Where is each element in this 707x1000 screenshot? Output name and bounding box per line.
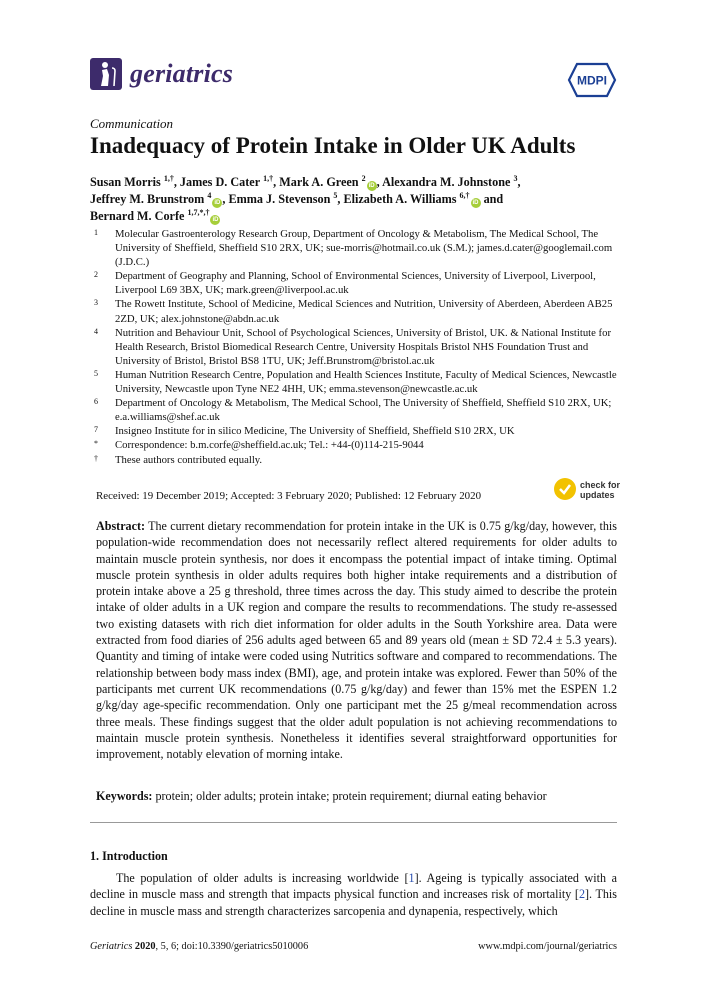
affiliation: 7 Insigneo Institute for in silico Medicine, The University of Sheffield, Sheffield S10 2RX, UK xyxy=(94,425,515,438)
article-title: Inadequacy of Protein Intake in Older UK Adults xyxy=(90,133,576,158)
section-heading: 1. Introduction xyxy=(90,849,168,863)
author[interactable]: Emma J. Stevenson $^5$ xyxy=(228,191,338,206)
orcid-icon[interactable]: iD xyxy=(212,217,219,223)
author-list: Susan Morris $^{1,\dagger}$, James D. Cater $^{1,\dagger}$, Mark A. Green $^2$iD , Alexandra M. Johnstone $^3$, Jeffrey M. Brunstrom $^4$iD , Emma J. Stevenson $^5$, Elizabeth A. Williams $^{6,\dagger}$iD and Bernard M. Corfe $^{1,7,*,\dagger}$iD xyxy=(90,174,521,223)
correspondence: * Correspondence: b.m.corfe@sheffield.ac.uk; Tel.: +44-(0)114-215-9044 xyxy=(94,439,424,452)
affiliation: 2 Department of Geography and Planning, School of Environmental Sciences, University of Liverpool, Liverpool, Liverpool L69 3BX, UK; mark.green@liverpool.ac.uk xyxy=(94,270,596,297)
affiliation: 5 Human Nutrition Research Centre, Population and Health Sciences Institute, Faculty of Medical Sciences, Newcastle University, Newcastle upon Tyne NE2 4HH, UK; emma.stevenson@newcastle.ac.uk xyxy=(94,368,617,396)
abstract-text: The current dietary recommendation for protein intake in the UK is 0.75 g/kg/day, however, this population-wide recommendation does not necessarily reflect altered requirements for older adults to maintain muscle protein synthesis, nor does it encompass the potential impact of intake timing. Optimal muscle protein synthesis in older adults requires both higher intake requirements and a distribution of protein intake above a 25 g threshold, three times across the day. This study aimed to describe the protein intake of older adults in a UK region and compare the results to recommendations. The study re-assessed two existing datasets with rich diet information for older adults in the South Yorkshire area. Data were extracted from food diaries of 256 adults aged between 65 and 89 years old (mean ± SD 72.4 ± 5.3 years). Quantity and timing of intake were coded using Nutritics software and compared to recommendations. The relationship between body mass index (BMI), age, and protein intake was explored. Fewer than 50% of the participants met current UK recommendations (0.75 g/kg/day) and fewer than 15% met the ESPEN 1.2 g/kg/day age-specific recommendation. Only one participant met the 25 g/meal recommendation across three meals. These findings suggest that the older adult population is not achieving recommendations to maintain muscle protein synthesis. Nonetheless it identifies several straightforward opportunities for improvement, notably elevation of morning intake. xyxy=(96,519,617,762)
footer-url[interactable]: www.mdpi.com/journal/geriatrics xyxy=(478,941,617,952)
check-updates-label: check for updates xyxy=(580,480,621,500)
equal-contribution-note: † These authors contributed equally. xyxy=(94,453,263,466)
journal-name: geriatrics xyxy=(130,59,234,88)
keywords-text: protein; older adults; protein intake; protein requirement; diurnal eating behavior xyxy=(155,789,547,803)
orcid-icon[interactable]: iD xyxy=(368,183,375,189)
affiliation-list xyxy=(94,227,624,467)
author[interactable]: Bernard M. Corfe $^{1,7,*,\dagger}$iD xyxy=(90,208,219,223)
author[interactable]: Jeffrey M. Brunstrom $^4$iD xyxy=(90,191,221,206)
citation-link[interactable]: 1 xyxy=(408,871,415,885)
affiliation: 4 Nutrition and Behaviour Unit, School of Psychological Sciences, University of Bristol, UK. & National Institute for Health Research, Bristol Biomedical Research Centre, University Hospitals Bristol NHS Foundation Trust and University of Bristol, Bristol BS8 1TU, UK; Jeff.Brunstrom@bristol.ac.uk xyxy=(94,326,612,367)
keywords-label: Keywords: xyxy=(96,789,153,803)
author[interactable]: Susan Morris $^{1,\dagger}$ xyxy=(90,174,174,189)
affiliation: 3 The Rowett Institute, School of Medicine, Medical Sciences and Nutrition, University of Aberdeen, Aberdeen AB25 2ZD, UK; alex.johnstone@abdn.ac.uk xyxy=(94,298,613,325)
publication-dates: Received: 19 December 2019; Accepted: 3 February 2020; Published: 12 February 2020 xyxy=(96,490,482,502)
mdpi-logo xyxy=(567,62,617,98)
affiliation: 1 Molecular Gastroenterology Research Group, Department of Oncology & Metabolism, The Medical School, The University of Sheffield, Sheffield S10 2RX, UK; sue-morris@hotmail.co.uk (S.M.); james.d.cater@googlemail.com (J.D.C.) xyxy=(94,228,613,269)
article-type: Communication xyxy=(90,116,174,131)
abstract-label: Abstract: xyxy=(96,519,146,533)
orcid-icon[interactable]: iD xyxy=(214,200,221,206)
check-updates-icon xyxy=(554,478,576,500)
author[interactable]: Alexandra M. Johnstone $^3$ xyxy=(382,174,518,189)
author[interactable]: Elizabeth A. Williams $^{6,\dagger}$iD xyxy=(343,191,479,206)
citation-link[interactable]: 2 xyxy=(578,887,585,902)
footer-citation: Geriatrics 2020, 5, 6; doi:10.3390/geriatrics5010006 xyxy=(90,941,309,952)
keywords xyxy=(96,788,617,804)
intro-paragraph: The population of older adults is increasing worldwide [1]. Ageing is typically associated with a decline in muscle mass and strength that impacts physical function and increases risk of mortality [2]. This decline in muscle mass and strength characterizes sarcopenia and dynapenia, respectively, which xyxy=(90,871,618,918)
section-divider xyxy=(90,822,617,823)
author[interactable]: Mark A. Green $^2$iD xyxy=(279,174,375,189)
check-for-updates-button[interactable] xyxy=(554,478,624,502)
affiliation: 6 Department of Oncology & Metabolism, The Medical School, The University of Sheffield, Sheffield S10 2RX, UK; e.a.williams@shef.ac.uk xyxy=(94,397,612,424)
author[interactable]: James D. Cater $^{1,\dagger}$ xyxy=(179,174,274,189)
orcid-icon[interactable]: iD xyxy=(472,200,479,206)
abstract xyxy=(96,518,617,762)
publisher-name: MDPI xyxy=(577,73,607,88)
journal-logo-icon xyxy=(90,58,122,90)
